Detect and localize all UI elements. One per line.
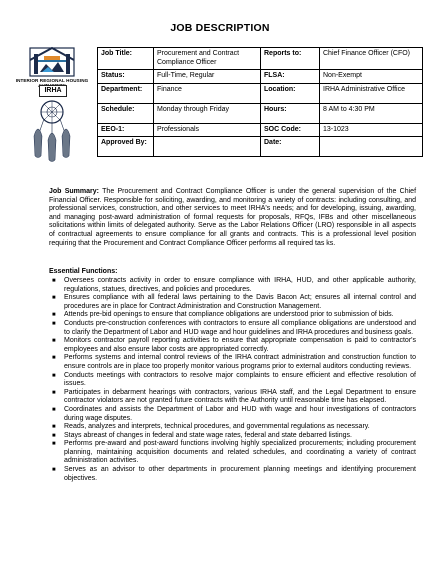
logo-org-name: INTERIOR REGIONAL HOUSING bbox=[15, 78, 89, 83]
bullet-icon: ■ bbox=[52, 372, 56, 379]
job-info-row bbox=[98, 83, 423, 103]
job-info-row bbox=[98, 103, 423, 123]
job-summary-text: The Procurement and Contract Compliance Officer is under the general supervision of the Chief Financial Officer. Responsible for soliciting, awarding, and monitoring a variety of contracts: including consulting, and professional services, construction, and other services to meet IRHA's needs; and for developing, issuing, awarding, and managing post-award administration of formal requests for proposals, RFQs, IFBs and other miscellaneous solicitations within limits of delegated authority. Serve as the Labor Relations Officer (LRO) responsible in all aspects of contractual agreements to ensure compliance for all grants and contracts. This is a professional level position requiring that the Procurement and Contract Compliance Officer performs all required tas ks. bbox=[49, 188, 417, 247]
function-item bbox=[49, 320, 416, 337]
job-info-label: Reports to: bbox=[261, 48, 320, 70]
function-text: Oversees contracts activity in order to ensure compliance with IRHA, HUD, and other applicable authority, regulations, statues, directives, and policies and procedures. bbox=[64, 277, 416, 293]
job-info-value: Non-Exempt bbox=[320, 70, 423, 84]
page-title: JOB DESCRIPTION bbox=[170, 22, 270, 34]
job-info-row bbox=[98, 137, 423, 157]
job-info-value: 8 AM to 4:30 PM bbox=[320, 103, 423, 123]
function-text: Stays abreast of changes in federal and state wage rates, federal and state debarred listings. bbox=[64, 431, 352, 439]
job-info-value: Finance bbox=[154, 83, 261, 103]
dreamcatcher-icon bbox=[34, 101, 70, 162]
job-info-label: Approved By: bbox=[98, 137, 154, 157]
job-info-label: SOC Code: bbox=[261, 123, 320, 137]
function-item bbox=[49, 440, 416, 466]
bullet-icon: ■ bbox=[52, 278, 56, 284]
job-info-value: Monday through Friday bbox=[154, 103, 261, 123]
job-info-value: 13-1023 bbox=[320, 123, 423, 137]
job-info-value bbox=[320, 137, 423, 157]
function-item bbox=[49, 423, 416, 432]
irha-logo bbox=[8, 44, 96, 172]
bullet-icon: ■ bbox=[52, 389, 56, 396]
function-text: Reads, analyzes and interprets, technical procedures, and governmental regulations as necessary. bbox=[64, 423, 370, 431]
job-info-label: FLSA: bbox=[261, 70, 320, 84]
job-info-value: IRHA Administrative Office bbox=[320, 83, 423, 103]
essential-functions-title: Essential Functions: bbox=[49, 268, 118, 275]
function-text: Monitors contractor payroll reporting activities to ensure that appropriate compensation is paid to contractor's employees and also ensure labor costs are appropriated correctly. bbox=[64, 337, 416, 353]
function-text: Performs pre-award and post-award functions involving highly specialized procurements; including procurement planning, maintaining acquisition documents and related schedules, and coordinating a variety of contract administration activities. bbox=[64, 440, 416, 465]
job-info-label: Department: bbox=[98, 83, 154, 103]
function-item bbox=[49, 466, 416, 483]
function-text: Conducts pre-construction conferences with contractors to ensure all compliance obligations are understood and to clarify the Department of Labor and HUD wage and hour guidelines and IRHA procedures and business goals. bbox=[64, 319, 416, 336]
job-info-label: Status: bbox=[98, 70, 154, 84]
job-info-value: Chief Finance Officer (CFO) bbox=[320, 48, 423, 70]
house-mark-icon bbox=[30, 48, 74, 76]
function-text: Attends pre-bid openings to ensure that compliance obligations are understood prior to submission of bids. bbox=[64, 311, 394, 319]
function-item bbox=[49, 389, 416, 406]
essential-functions-list bbox=[49, 277, 416, 483]
bullet-icon: ■ bbox=[52, 467, 56, 474]
function-item bbox=[49, 406, 416, 423]
bullet-icon: ■ bbox=[52, 406, 56, 413]
logo-emblem-icon bbox=[8, 44, 96, 172]
bullet-icon: ■ bbox=[52, 312, 56, 319]
job-info-value: Procurement and Contract Compliance Officer bbox=[154, 48, 261, 70]
bullet-icon: ■ bbox=[52, 441, 56, 448]
function-item bbox=[49, 311, 416, 320]
job-summary-label: Job Summary: bbox=[49, 188, 99, 195]
function-text: Conducts meetings with contractors to resolve major complaints to ensure efficient and effective resolution of issues. bbox=[64, 371, 416, 388]
job-info-label: Date: bbox=[261, 137, 320, 157]
function-text: Ensures compliance with all federal laws pertaining to the Davis Bacon Act; ensures all internal control and procedures are in place for Contract Administration and Construction Management. bbox=[64, 294, 416, 310]
function-item bbox=[49, 337, 416, 354]
job-info-label: Job Title: bbox=[98, 48, 154, 70]
bullet-icon: ■ bbox=[52, 432, 56, 439]
bullet-icon: ■ bbox=[52, 320, 56, 327]
function-item bbox=[49, 432, 416, 441]
function-text: Performs systems and internal control reviews of the IRHA contract administration and construction function to ensure controls are in place too properly monitor various programs prior to external auditors conducting reviews. bbox=[64, 354, 416, 370]
job-info-label: Schedule: bbox=[98, 103, 154, 123]
bullet-icon: ■ bbox=[52, 338, 56, 345]
job-info-row bbox=[98, 48, 423, 70]
job-info-label: Hours: bbox=[261, 103, 320, 123]
function-text: Coordinates and assists the Department of Labor and HUD with wage and hour investigations of contractors during wage disputes. bbox=[64, 405, 416, 422]
function-item bbox=[49, 372, 416, 389]
job-info-row bbox=[98, 123, 423, 137]
function-item bbox=[49, 277, 416, 294]
function-text: Serves as an advisor to other departments in procurement planning meetings and identifying procurement objectives. bbox=[64, 466, 416, 482]
job-info-value: Full-Time, Regular bbox=[154, 70, 261, 84]
job-info-row bbox=[98, 70, 423, 84]
job-info-label: Location: bbox=[261, 83, 320, 103]
job-summary bbox=[49, 188, 416, 248]
function-item bbox=[49, 354, 416, 371]
function-item bbox=[49, 294, 416, 311]
job-info-value bbox=[154, 137, 261, 157]
bullet-icon: ■ bbox=[52, 424, 56, 431]
job-info-label: EEO-1: bbox=[98, 123, 154, 137]
logo-abbr: IRHA bbox=[39, 85, 67, 97]
job-info-table bbox=[97, 47, 423, 157]
function-text: Participates in debarment hearings with contractors, various IRHA staff, and the Legal Department to ensure contractor violators are not granted future contracts with the Authority until reasonable time has elapsed. bbox=[64, 388, 416, 405]
bullet-icon: ■ bbox=[52, 355, 56, 362]
bullet-icon: ■ bbox=[52, 295, 56, 302]
job-info-value: Professionals bbox=[154, 123, 261, 137]
